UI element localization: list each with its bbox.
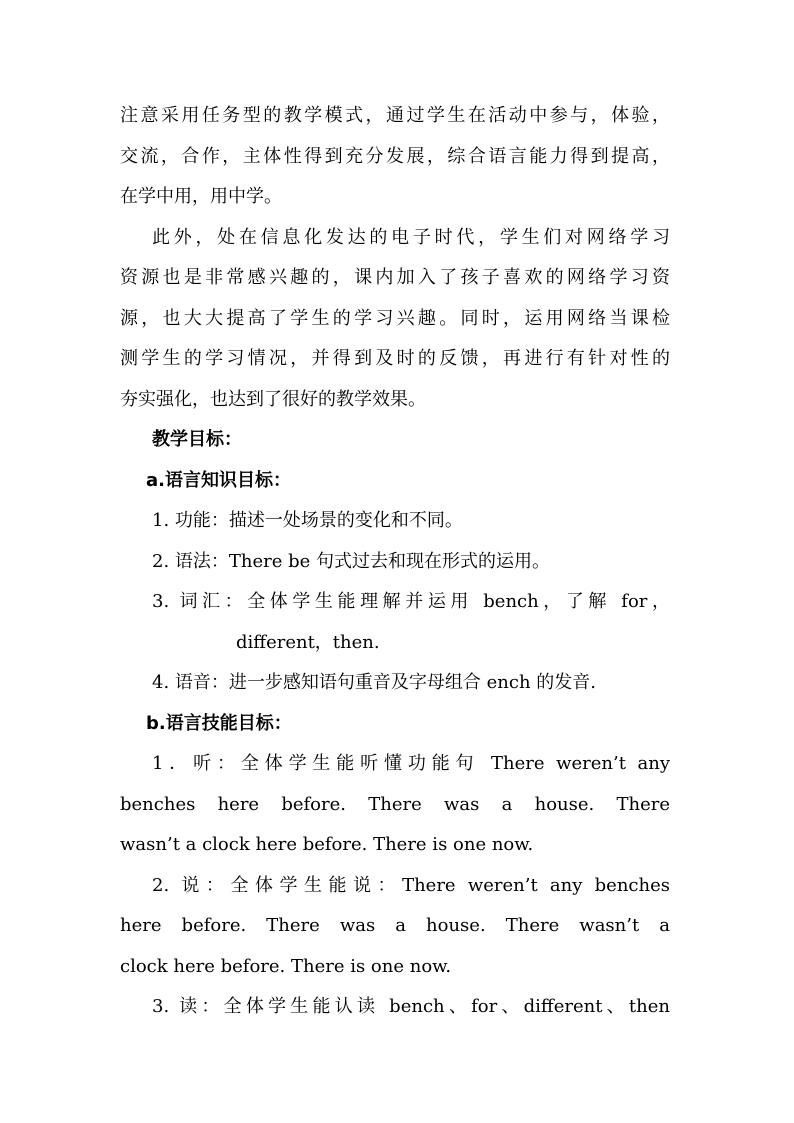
list-item-listening-line-1: 1．听：全体学生能听懂功能句 There weren’t any <box>152 753 670 774</box>
section-heading-teaching-goals: 教学目标： <box>152 429 242 450</box>
paragraph-line-8: 夯实强化，也达到了很好的教学效果。 <box>120 389 426 410</box>
paragraph-line-4: 此外，处在信息化发达的电子时代，学生们对网络学习 <box>152 227 670 248</box>
list-item-pronunciation: 4. 语音：进一步感知语句重音及字母组合 ench 的发音. <box>152 672 596 693</box>
paragraph-line-2: 交流，合作，主体性得到充分发展，综合语言能力得到提高， <box>120 146 670 167</box>
list-item-vocabulary-continued: different，then. <box>236 632 380 653</box>
list-item-speaking-line-3: clock here before. There is one now. <box>120 956 452 977</box>
list-item-grammar: 2. 语法：There be 句式过去和现在形式的运用。 <box>152 551 551 572</box>
paragraph-line-1: 注意采用任务型的教学模式，通过学生在活动中参与，体验， <box>120 105 670 126</box>
list-item-listening-line-2: benches here before. There was a house. There <box>120 794 670 815</box>
list-item-listening-line-3: wasn’t a clock here before. There is one now. <box>120 834 534 855</box>
paragraph-line-5: 资源也是非常感兴趣的，课内加入了孩子喜欢的网络学习资 <box>120 267 670 288</box>
paragraph-line-6: 源，也大大提高了学生的学习兴趣。同时，运用网络当课检 <box>120 308 670 329</box>
list-item-speaking-line-2: here before. There was a house. There wasn’t a <box>120 915 670 936</box>
subheading-language-knowledge: a.语言知识目标： <box>146 470 291 491</box>
list-item-reading-line-1: 3. 读：全体学生能认读 bench、for、different、then <box>152 996 670 1017</box>
list-item-function: 1. 功能：描述一处场景的变化和不同。 <box>152 510 463 531</box>
list-item-vocabulary: 3. 词汇：全体学生能理解并运用 bench，了解 for， <box>152 591 670 612</box>
paragraph-line-3: 在学中用，用中学。 <box>120 186 282 207</box>
subheading-language-skills: b.语言技能目标： <box>146 713 292 734</box>
paragraph-line-7: 测学生的学习情况，并得到及时的反馈，再进行有针对性的 <box>120 348 670 369</box>
list-item-speaking-line-1: 2. 说：全体学生能说：There weren’t any benches <box>152 875 670 896</box>
